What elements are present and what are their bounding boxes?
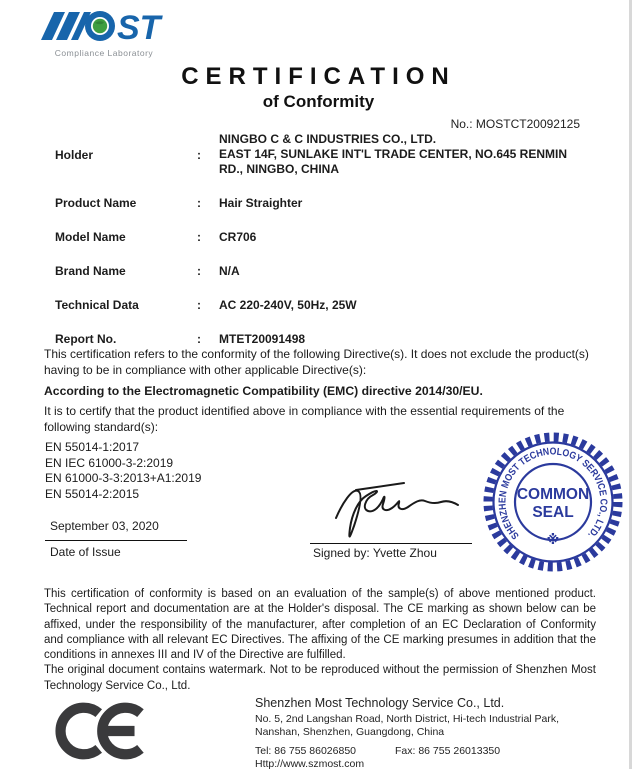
- standard-item: EN 55014-2:2015: [45, 486, 140, 501]
- footer-company-name: Shenzhen Most Technology Service Co., Ltd.: [255, 696, 505, 710]
- signature-scribble-icon: [328, 468, 478, 546]
- common-seal-stamp-icon: [478, 427, 628, 577]
- info-table: [55, 132, 590, 366]
- conformity-subtitle: of Conformity: [262, 92, 375, 111]
- footer-fax: Fax: 86 755 26013350: [395, 745, 501, 757]
- certificate-number: No.: MOSTCT20092125: [450, 117, 580, 131]
- title-block: [0, 63, 637, 112]
- certify-text: It is to certify that the product identified above in compliance with the essential requirements of the following standard(s):: [44, 404, 565, 434]
- seal-star-icon: ※: [546, 533, 560, 548]
- report-no-label: Report No.: [55, 332, 117, 346]
- standard-item: EN IEC 61000-3-2:2019: [45, 455, 174, 470]
- colon: :: [197, 332, 201, 346]
- footer-contact-row: [255, 745, 595, 757]
- brand-name-row: [55, 264, 590, 279]
- date-of-issue-label: Date of Issue: [50, 545, 121, 559]
- disclaimer-paragraph-1: This certification of conformity is based on an evaluation of the sample(s) of above mentioned product. Technical report and documentation are at the Holder's disposal. The CE marking as shown below can be affixed, under the responsibility of the manufacturer, after completion of an EC Declaration of Conformity and compliance with all relevant EC Directives. The affixing of the CE marking presumes in addition that the conditions in annexes III and IV of the Directive are fulfilled.: [44, 588, 596, 662]
- issue-date: September 03, 2020: [50, 519, 159, 533]
- footer-info: [255, 696, 595, 769]
- signature-line: [310, 543, 472, 544]
- compliance-laboratory-label: Compliance Laboratory: [54, 48, 154, 58]
- footer-address-line-2: Nanshan, Shenzhen, Guangdong, China: [255, 726, 445, 738]
- footer-website: Http://www.szmost.com: [255, 758, 365, 769]
- product-name-row: [55, 196, 590, 211]
- technical-data-label: Technical Data: [55, 298, 139, 312]
- seal-ring-text: SHENZHEN MOST TECHNOLOGY SERVICE CO., LTD.: [497, 446, 609, 542]
- standard-item: EN 55014-1:2017: [45, 440, 140, 454]
- colon: :: [197, 230, 201, 244]
- holder-address: EAST 14F, SUNLAKE INT'L TRADE CENTER, NO.645 RENMIN RD., NINGBO, CHINA: [219, 147, 568, 176]
- disclaimer-block: [44, 587, 596, 694]
- standard-item: EN 61000-3-3:2013+A1:2019: [45, 471, 202, 485]
- date-of-issue-line: [45, 540, 187, 541]
- technical-data-row: [55, 298, 590, 313]
- emc-directive-text: According to the Electromagnetic Compatibility (EMC) directive 2014/30/EU.: [44, 384, 483, 398]
- holder-label: Holder: [55, 147, 94, 162]
- holder-colon: :: [197, 147, 201, 162]
- logo-st-text: ST: [117, 9, 161, 45]
- model-name-value: CR706: [219, 230, 257, 244]
- most-logo-icon: [33, 7, 175, 45]
- seal-common-text: COMMON: [516, 486, 590, 503]
- footer-tel: Tel: 86 755 86026850: [255, 745, 357, 757]
- brand-name-value: N/A: [219, 264, 240, 278]
- model-name-label: Model Name: [55, 230, 126, 244]
- directive-intro-text: This certification refers to the conformity of the following Directive(s). It does not exclude the product(s) having to be in compliance with other applicable Directive(s):: [44, 347, 589, 377]
- colon: :: [197, 264, 201, 278]
- footer-address-line-1: No. 5, 2nd Langshan Road, North District, Hi-tech Industrial Park,: [255, 713, 560, 725]
- disclaimer-paragraph-2: The original document contains watermark. Not to be reproduced without the permission of Shenzhen Most Technology Service Co., Ltd.: [44, 664, 596, 692]
- signed-by-label: Signed by: Yvette Zhou: [313, 546, 437, 560]
- product-name-label: Product Name: [55, 196, 137, 210]
- ce-mark-icon: [55, 699, 152, 763]
- model-name-row: [55, 230, 590, 245]
- seal-seal-text: SEAL: [532, 504, 574, 521]
- holder-company: NINGBO C & C INDUSTRIES CO., LTD.: [219, 132, 437, 146]
- page-edge-shadow: [629, 0, 632, 769]
- technical-data-value: AC 220-240V, 50Hz, 25W: [219, 298, 357, 312]
- report-no-row: [55, 332, 590, 347]
- holder-row: [55, 132, 590, 177]
- standards-list: [45, 440, 201, 502]
- certification-title: CERTIFICATION: [181, 63, 456, 90]
- colon: :: [197, 298, 201, 312]
- product-name-value: Hair Straighter: [219, 196, 303, 210]
- colon: :: [197, 196, 201, 210]
- most-logo: [33, 7, 175, 58]
- report-no-value: MTET20091498: [219, 332, 306, 346]
- holder-value: [219, 132, 589, 177]
- brand-name-label: Brand Name: [55, 264, 126, 278]
